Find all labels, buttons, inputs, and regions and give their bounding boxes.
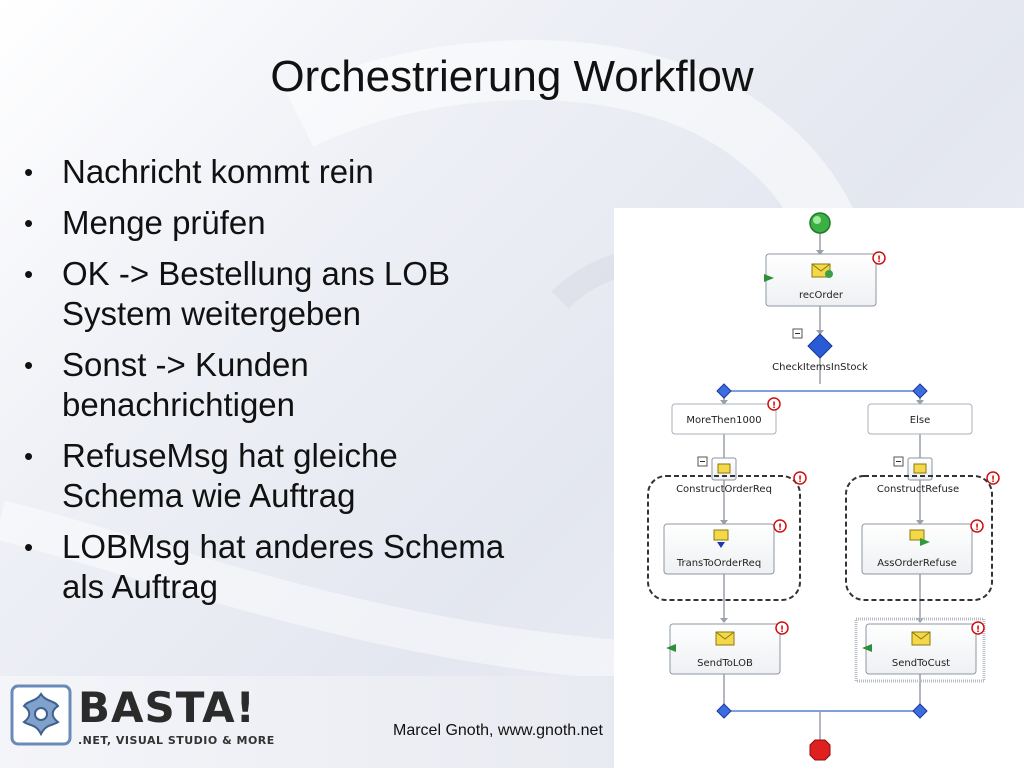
error-badge-icon [794, 472, 806, 485]
assign-shape[interactable] [862, 524, 972, 574]
bullet-marker: • [24, 441, 34, 471]
bullet-item [24, 436, 614, 516]
bullet-marker: • [24, 350, 34, 380]
bullet-text: benachrichtigen [62, 386, 295, 423]
error-badge-icon [774, 520, 786, 533]
assign-label: AssOrderRefuse [877, 558, 957, 569]
bullet-text: Nachricht kommt rein [62, 153, 374, 190]
send-shape-sendtocust[interactable] [862, 624, 976, 674]
receive-envelope-icon [812, 264, 833, 278]
construct-label: ConstructRefuse [876, 484, 960, 495]
branch-split-right-icon [913, 384, 927, 398]
svg-text:!: ! [975, 625, 981, 635]
branch-join-left-icon [717, 704, 731, 718]
send-label: SendToLOB [697, 658, 753, 669]
svg-text:!: ! [771, 401, 777, 411]
svg-text:!: ! [974, 523, 980, 533]
send-label: SendToCust [891, 658, 951, 669]
send-envelope-icon [716, 632, 734, 645]
bullet-marker: • [24, 157, 34, 187]
author-footer: Marcel Gnoth, www.gnoth.net [393, 722, 603, 739]
branch-label: MoreThen1000 [686, 415, 762, 426]
branch-label: Else [909, 415, 931, 426]
bullet-list [24, 152, 614, 618]
bullet-item [24, 527, 614, 607]
collapse-toggle-icon[interactable] [698, 457, 707, 466]
recorder-label: recOrder [799, 290, 843, 301]
error-badge-icon [987, 472, 999, 485]
workflow-diagram [614, 208, 1024, 768]
error-badge-icon [873, 252, 885, 265]
bullet-marker: • [24, 532, 34, 562]
bullet-item [24, 152, 614, 192]
transform-label: TransToOrderReq [676, 558, 762, 569]
bullet-text: Sonst -> Kunden [62, 346, 309, 383]
svg-text:!: ! [777, 523, 783, 533]
bullet-text: System weitergeben [62, 295, 361, 332]
construct-label: ConstructOrderReq [676, 484, 772, 495]
decision-label: CheckItemsInStock [772, 362, 868, 373]
bullet-item [24, 254, 614, 334]
bullet-text: RefuseMsg hat gleiche [62, 437, 398, 474]
error-badge-icon [768, 398, 780, 411]
bullet-marker: • [24, 259, 34, 289]
collapse-toggle-icon[interactable] [894, 457, 903, 466]
bullet-text: als Auftrag [62, 568, 218, 605]
logo-subtitle: .NET, VISUAL STUDIO & MORE [78, 734, 275, 747]
branch-split-left-icon [717, 384, 731, 398]
error-badge-icon [972, 622, 984, 635]
bullet-text: LOBMsg hat anderes Schema [62, 528, 505, 565]
bullet-item [24, 203, 614, 243]
decision-diamond-icon[interactable] [808, 334, 832, 358]
stop-octagon-icon[interactable] [810, 740, 830, 760]
logo-wordmark: BASTA! [78, 683, 256, 732]
slide-title: Orchestrierung Workflow [270, 52, 754, 101]
error-badge-icon [971, 520, 983, 533]
branch-join-right-icon [913, 704, 927, 718]
receive-shape-recorder[interactable] [764, 254, 876, 306]
branch-morethen1000[interactable] [672, 404, 776, 434]
send-shape-sendtolob[interactable] [666, 624, 780, 674]
branch-else[interactable] [868, 404, 972, 434]
svg-text:!: ! [797, 475, 803, 485]
svg-text:!: ! [876, 255, 882, 265]
collapse-toggle-icon[interactable] [793, 329, 802, 338]
bullet-text: Schema wie Auftrag [62, 477, 356, 514]
error-badge-icon [776, 622, 788, 635]
bullet-text: Menge prüfen [62, 204, 266, 241]
start-circle-icon[interactable] [810, 213, 830, 233]
bullet-item [24, 345, 614, 425]
svg-text:!: ! [779, 625, 785, 635]
send-envelope-icon [912, 632, 930, 645]
transform-shape[interactable] [664, 524, 774, 574]
bullet-text: OK -> Bestellung ans LOB [62, 255, 450, 292]
bullet-marker: • [24, 208, 34, 238]
svg-text:!: ! [990, 475, 996, 485]
